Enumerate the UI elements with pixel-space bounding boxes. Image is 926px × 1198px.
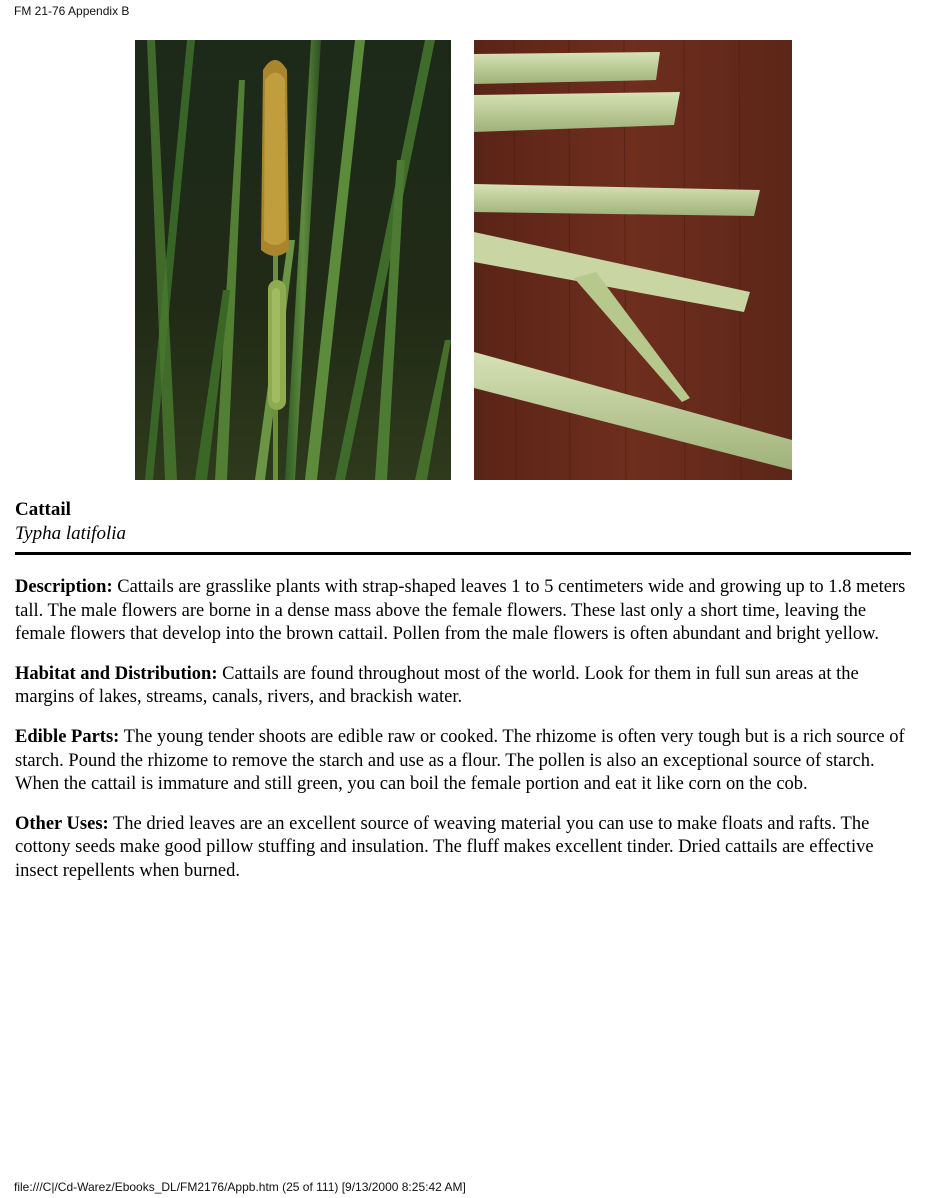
page-header: FM 21-76 Appendix B <box>14 4 130 18</box>
cattail-plant-photo <box>135 40 451 480</box>
page-footer: file:///C|/Cd-Warez/Ebooks_DL/FM2176/Appb.htm (25 of 111) [9/13/2000 8:25:42 AM] <box>14 1180 466 1194</box>
latin-name: Typha latifolia <box>15 523 127 544</box>
section-text: Cattails are grasslike plants with strap-shaped leaves 1 to 5 centimeters wide and growing up to 1.8 meters tall. The male flowers are borne in a dense mass above the female flowers. These last only a short time, leaving the female flowers that develop into the brown cattail. Pollen from the male flowers is often abundant and bright yellow. <box>15 577 906 645</box>
section-text: The young tender shoots are edible raw or cooked. The rhizome is often very tough but is a rich source of starch. Pound the rhizome to remove the starch and use as a flour. The pollen is also an exceptional source of starch. When the cattail is immature and still green, you can boil the female portion and eat it like corn on the cob. <box>15 726 905 795</box>
common-name: Cattail <box>15 499 71 520</box>
section-text: The dried leaves are an excellent source of weaving material you can use to make floats and rafts. The cottony seeds make good pillow stuffing and insulation. The fluff makes excellent tinder. Dried cattails are effective insect repellents when burned. <box>15 813 874 881</box>
section-heading: Description: <box>15 577 113 597</box>
other-uses-paragraph <box>15 813 913 884</box>
section-divider <box>15 552 911 555</box>
section-heading: Edible Parts: <box>15 726 120 747</box>
plant-name-block <box>15 498 126 546</box>
section-text: Cattails are found throughout most of the world. Look for them in full sun areas at the margins of lakes, streams, canals, rivers, and brackish water. <box>15 663 859 708</box>
cattail-leaves-photo <box>474 40 792 480</box>
plant-description <box>15 576 913 900</box>
section-heading: Other Uses: <box>15 813 109 834</box>
section-heading: Habitat and Distribution: <box>15 663 218 684</box>
habitat-paragraph <box>15 663 913 710</box>
photo-row <box>0 40 926 480</box>
edible-parts-paragraph <box>15 726 913 797</box>
description-paragraph <box>15 576 913 647</box>
